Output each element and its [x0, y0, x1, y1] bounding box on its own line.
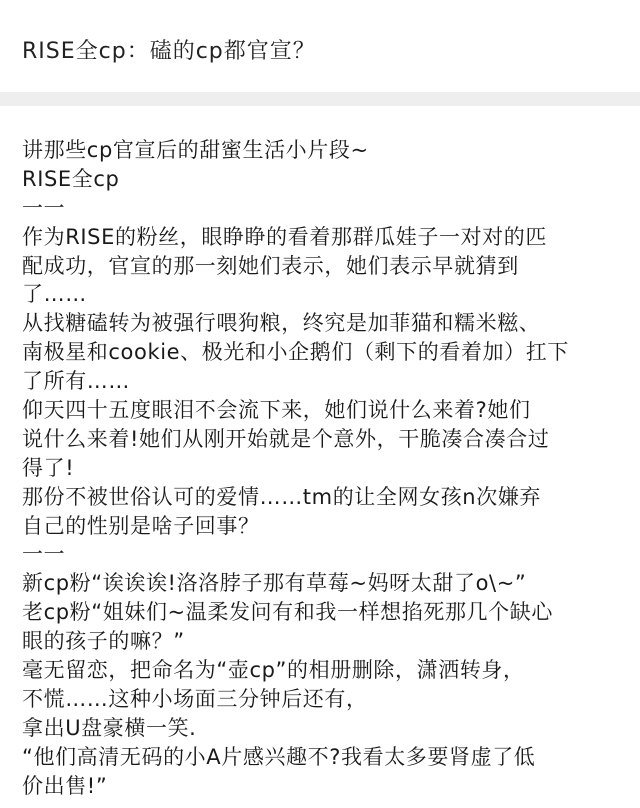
text-line: “他们高清无码的小A片感兴趣不?我看太多要肾虚了低	[22, 744, 536, 769]
text-line: 配成功，官宣的那一刻她们表示，她们表示早就猜到	[22, 253, 519, 278]
text-line: 了……	[22, 282, 87, 307]
section-divider	[0, 92, 640, 106]
text-line: 价出售!”	[22, 773, 108, 798]
text-line: 那份不被世俗认可的爱情……tm的让全网女孩n次嫌弃	[22, 484, 541, 509]
text-line: 老cp粉“姐妹们~温柔发问有和我一样想掐死那几个缺心	[22, 600, 553, 625]
article-body	[0, 106, 640, 800]
text-line: 一一	[22, 195, 66, 220]
text-line: 了所有……	[22, 369, 130, 394]
text-line: 作为RISE的粉丝，眼睁睁的看着那群瓜娃子一对对的匹	[22, 224, 547, 249]
text-line: 拿出U盘豪横一笑.	[22, 715, 197, 740]
text-line: 讲那些cp官宣后的甜蜜生活小片段~	[22, 138, 369, 162]
text-line: 毫无留恋，把命名为“壶cp”的相册删除，潇洒转身，	[22, 658, 525, 683]
text-line: 不慌……这种小场面三分钟后还有，	[22, 686, 368, 711]
text-line: 眼的孩子的嘛？”	[22, 629, 185, 654]
text-line: RISE全cp	[22, 166, 120, 191]
text-line: 一一	[22, 542, 66, 567]
text-line: 得了!	[22, 455, 75, 480]
text-line: 说什么来着!她们从刚开始就是个意外，干脆凑合凑合过	[22, 426, 550, 451]
text-line: 自己的性别是啥子回事？	[22, 513, 260, 538]
text-line: 南极星和cookie、极光和小企鹅们（剩下的看着加）扛下	[22, 340, 569, 365]
text-line: 仰天四十五度眼泪不会流下来，她们说什么来着?她们	[22, 398, 531, 423]
text-line: 从找糖磕转为被强行喂狗粮，终究是加菲猫和糯米糍、	[22, 311, 541, 336]
article-title: RISE全cp：磕的cp都官宣？	[22, 39, 316, 64]
text-line: 新cp粉“诶诶诶!洛洛脖子那有草莓~妈呀太甜了o\~”	[22, 571, 527, 596]
